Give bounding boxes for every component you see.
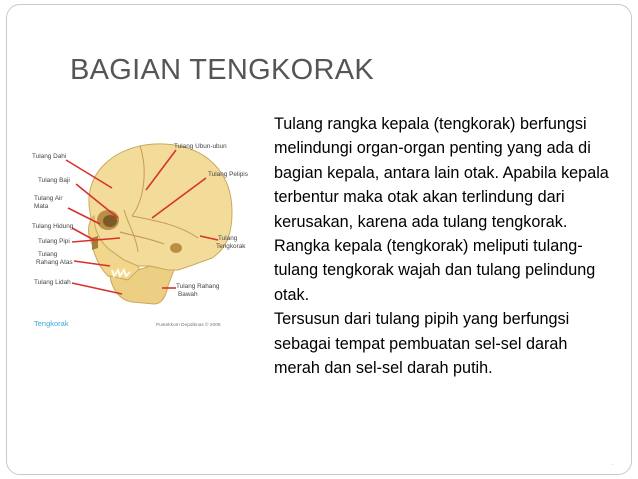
ear-opening: [170, 243, 182, 253]
skull-diagram: [28, 120, 258, 332]
body-text: [274, 112, 614, 380]
nasal-cavity: [92, 236, 98, 250]
paragraph-description: Tulang rangka kepala (tengkorak) berfungsi melindungi organ-organ penting yang ada di bagian kepala, antara lain otak. Apabila kepala terbentur maka otak akan terlindung dari kerusakan, karena ada tulang tengkorak. Rangka kepala (tengkorak) meliputi tulang-tulang tengkorak wajah dan tulang pelindung otak.: [274, 115, 609, 304]
label-dahi: Tulang Dahi: [32, 153, 67, 160]
label-baji: Tulang Baji: [38, 177, 70, 184]
label-rahang-atas-line1: Tulang: [38, 251, 58, 258]
label-hidung: Tulang Hidung: [32, 223, 74, 230]
label-pipi: Tulang Pipi: [38, 238, 70, 245]
label-air-mata-line2: Mata: [34, 203, 49, 210]
skull-illustration: [28, 120, 258, 332]
figure-caption: Tengkorak: [34, 319, 69, 328]
label-ubun-ubun: Tulang Ubun-ubun: [174, 143, 227, 150]
label-pelipis: Tulang Pelipis: [208, 171, 248, 178]
slide-title: BAGIAN TENGKORAK: [70, 54, 375, 86]
page-number-marker: ·: [611, 459, 614, 469]
label-tengkorak-line2: Tengkorak: [216, 243, 246, 250]
paragraph-function: Tersusun dari tulang pipih yang berfungsi sebagai tempat pembuatan sel-sel darah merah dan sel-sel darah putih.: [274, 310, 570, 378]
label-rahang-bawah-line2: Bawah: [178, 291, 198, 298]
label-rahang-atas-line2: Rahang Atas: [36, 259, 73, 266]
label-rahang-bawah-line1: Tulang Rahang: [176, 283, 220, 290]
label-tengkorak-line1: Tulang: [218, 235, 238, 242]
figure-credit: Pustekkom Depdiknas © 2006: [156, 323, 221, 328]
label-air-mata-line1: Tulang Air: [34, 195, 63, 202]
label-lidah: Tulang Lidah: [34, 279, 71, 286]
